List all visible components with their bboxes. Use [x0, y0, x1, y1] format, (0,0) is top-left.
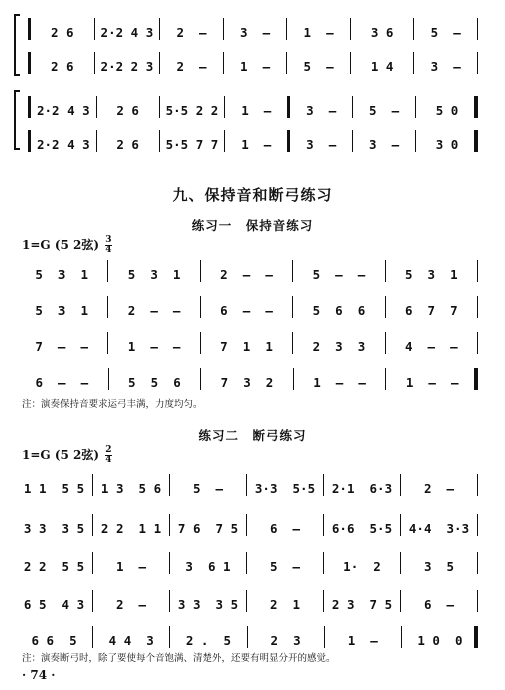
measure: 1 – –: [405, 375, 459, 390]
measure: 2 – –: [220, 267, 273, 282]
section-title: 九、保持音和断弓练习: [172, 186, 333, 204]
measure: 6 –: [269, 521, 301, 536]
measure: 6 6 5: [31, 633, 77, 648]
measure: 4 4 3: [108, 633, 154, 648]
measure: 3 0: [435, 137, 459, 152]
measure: 5 3 1: [404, 267, 458, 282]
ex1-row-1: [22, 254, 484, 282]
system-bracket-top: [14, 14, 20, 76]
measure: 1· 2: [343, 559, 381, 574]
measure: 5 –: [430, 25, 461, 40]
exercise-2-note: 注：演奏断弓时，除了要使每个音饱满、清楚外，还要有明显分开的感觉。: [22, 653, 336, 664]
top-row-4: [22, 124, 484, 152]
measure: 2 6: [116, 103, 139, 118]
measure: 6 7 7: [404, 303, 458, 318]
measure: 2 3 7 5: [331, 597, 393, 612]
measure: 2 1: [269, 597, 301, 612]
measure: 2 2 5 5: [23, 559, 85, 574]
measure: 2 2 1 1: [100, 521, 162, 536]
measure: 4 – –: [404, 339, 458, 354]
ex1-row-3: [22, 326, 484, 354]
measure: 2·1 6·3: [331, 481, 393, 496]
measure: 1 0 0: [417, 633, 463, 648]
measure: 2 3 3: [312, 339, 366, 354]
measure: 5 –: [192, 481, 224, 496]
measure: 2 3: [270, 633, 301, 648]
measure: 7 1 1: [220, 339, 273, 354]
measure: 5 5 6: [128, 375, 181, 390]
measure: 1 – –: [127, 339, 181, 354]
measure: 1 –: [241, 103, 272, 118]
measure: 2 6: [50, 25, 74, 40]
top-row-3: [22, 90, 484, 118]
time-signature: $\frac{2}{4}$: [105, 445, 112, 465]
measure: 2 – –: [127, 303, 181, 318]
measure: 6 5 4 3: [23, 597, 85, 612]
measure: 3 3 3 5: [177, 597, 239, 612]
measure: 1 –: [241, 137, 272, 152]
measure: 7 3 2: [220, 375, 274, 390]
top-row-2: [22, 46, 484, 74]
measure: 6·6 5·5: [331, 521, 393, 536]
measure: 1 –: [303, 25, 334, 40]
measure: 5 0: [435, 103, 459, 118]
ex1-row-4: [22, 362, 484, 390]
measure: 1 1 5 5: [23, 481, 85, 496]
measure: 2 . 5: [185, 633, 231, 648]
measure: 2 –: [115, 597, 147, 612]
measure: 3 –: [369, 137, 400, 152]
measure: 1 –: [240, 59, 271, 74]
measure: 3·3 5·5: [254, 481, 316, 496]
measure: 3 3 3 5: [23, 521, 85, 536]
measure: 7 – –: [35, 339, 89, 354]
measure: 2 6: [116, 137, 139, 152]
exercise-2-title: 练习二 断弓练习: [198, 428, 307, 443]
measure: 3 6: [370, 25, 394, 40]
measure: 5 3 1: [35, 303, 89, 318]
measure: 1 – –: [313, 375, 366, 390]
ex2-row-2: [22, 508, 484, 536]
measure: 7 6 7 5: [177, 521, 239, 536]
measure: 2·2 4 3: [37, 103, 90, 118]
measure: 5 – –: [312, 267, 366, 282]
measure: 5·5 2 2: [165, 103, 219, 118]
system-bracket-bottom: [14, 90, 20, 150]
measure: 5 6 6: [312, 303, 366, 318]
ex1-row-2: [22, 290, 484, 318]
ex2-row-5: [22, 620, 484, 648]
measure: 1 3 5 6: [100, 481, 162, 496]
measure: 2·2 2 3: [100, 59, 154, 74]
measure: 5 –: [369, 103, 400, 118]
ex2-row-1: [22, 468, 484, 496]
measure: 5 –: [303, 59, 334, 74]
ex2-row-4: [22, 584, 484, 612]
measure: 2 –: [176, 25, 207, 40]
measure: 3 –: [306, 137, 337, 152]
time-signature: $\frac{3}{4}$: [105, 235, 112, 255]
measure: 5 3 1: [127, 267, 181, 282]
measure: 3 –: [430, 59, 461, 74]
measure: 3 6 1: [185, 559, 231, 574]
top-row-1: [22, 12, 484, 40]
measure: 2 –: [423, 481, 455, 496]
exercise-1-note: 注：演奏保持音要求运弓丰满，力度均匀。: [22, 399, 203, 410]
measure: 2 –: [176, 59, 207, 74]
exercise-1-key: 1=G (5 2弦) $\frac{3}{4}$: [22, 235, 112, 255]
measure: 4·4 3·3: [408, 521, 470, 536]
measure: 6 – –: [35, 375, 89, 390]
measure: 1 4: [370, 59, 394, 74]
ex2-row-3: [22, 546, 484, 574]
measure: 2 6: [50, 59, 74, 74]
measure: 5·5 7 7: [165, 137, 219, 152]
measure: 3 –: [240, 25, 271, 40]
exercise-2-key: 1=G (5 2弦) $\frac{2}{4}$: [22, 445, 112, 465]
measure: 2·2 4 3: [100, 25, 154, 40]
measure: 5 3 1: [35, 267, 89, 282]
measure: 6 – –: [220, 303, 273, 318]
measure: 1 –: [347, 633, 378, 648]
measure: 5 –: [269, 559, 301, 574]
measure: 3 –: [306, 103, 337, 118]
measure: 2·2 4 3: [37, 137, 90, 152]
page-number: · 74 ·: [22, 668, 56, 682]
measure: 6 –: [423, 597, 455, 612]
exercise-1-title: 练习一 保持音练习: [191, 218, 314, 233]
measure: 3 5: [423, 559, 455, 574]
measure: 1 –: [115, 559, 147, 574]
